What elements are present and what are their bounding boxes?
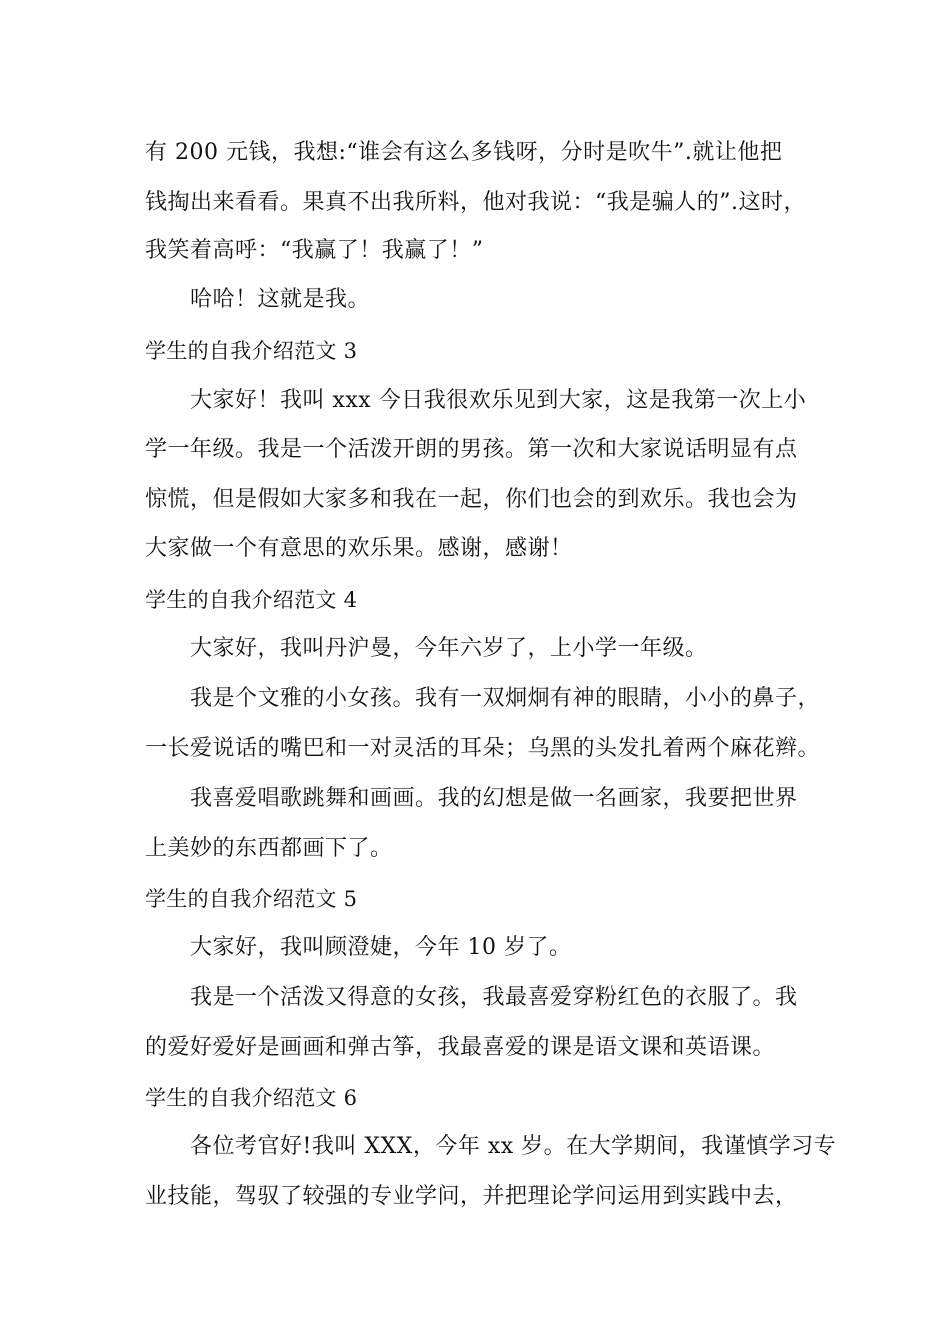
- section-heading: 学生的自我介绍范文 4: [145, 588, 358, 612]
- text-line: 我是一个活泼又得意的女孩，我最喜爱穿粉红色的衣服了。我: [190, 985, 798, 1010]
- text-line: 惊慌，但是假如大家多和我在一起，你们也会的到欢乐。我也会为: [145, 487, 798, 512]
- text-line: 学一年级。我是一个活泼开朗的男孩。第一次和大家说话明显有点: [145, 437, 798, 462]
- text-line: 各位考官好!我叫 XXX，今年 xx 岁。在大学期间，我谨慎学习专: [190, 1134, 837, 1159]
- section-heading: 学生的自我介绍范文 5: [145, 887, 358, 911]
- text-line: 大家好，我叫丹沪曼，今年六岁了，上小学一年级。: [190, 636, 708, 661]
- section-heading: 学生的自我介绍范文 6: [145, 1086, 358, 1110]
- text-line: 大家做一个有意思的欢乐果。感谢，感谢！: [145, 536, 573, 561]
- text-line: 上美妙的东西都画下了。: [145, 836, 393, 861]
- text-line: 我笑着高呼：“我赢了！我赢了！”: [145, 238, 484, 263]
- text-line: 钱掏出来看看。果真不出我所料，他对我说：“我是骗人的”.这时，: [145, 190, 806, 215]
- text-line: 哈哈！这就是我。: [190, 287, 371, 312]
- text-line: 一长爱说话的嘴巴和一对灵活的耳朵；乌黑的头发扎着两个麻花辫。: [145, 736, 821, 761]
- text-line: 大家好！我叫 xxx 今日我很欢乐见到大家，这是我第一次上小: [190, 388, 807, 413]
- section-heading: 学生的自我介绍范文 3: [145, 339, 358, 363]
- text-line: 业技能，驾驭了较强的专业学问，并把理论学问运用到实践中去，: [145, 1184, 798, 1209]
- text-line: 大家好，我叫顾澄婕，今年 10 岁了。: [190, 935, 572, 960]
- text-line: 我是个文雅的小女孩。我有一双炯炯有神的眼睛，小小的鼻子，: [190, 686, 821, 711]
- text-line: 的爱好爱好是画画和弹古筝，我最喜爱的课是语文课和英语课。: [145, 1035, 776, 1060]
- text-line: 有 200 元钱，我想:“谁会有这么多钱呀，分时是吹牛”.就让他把: [145, 140, 783, 165]
- text-line: 我喜爱唱歌跳舞和画画。我的幻想是做一名画家，我要把世界: [190, 786, 798, 811]
